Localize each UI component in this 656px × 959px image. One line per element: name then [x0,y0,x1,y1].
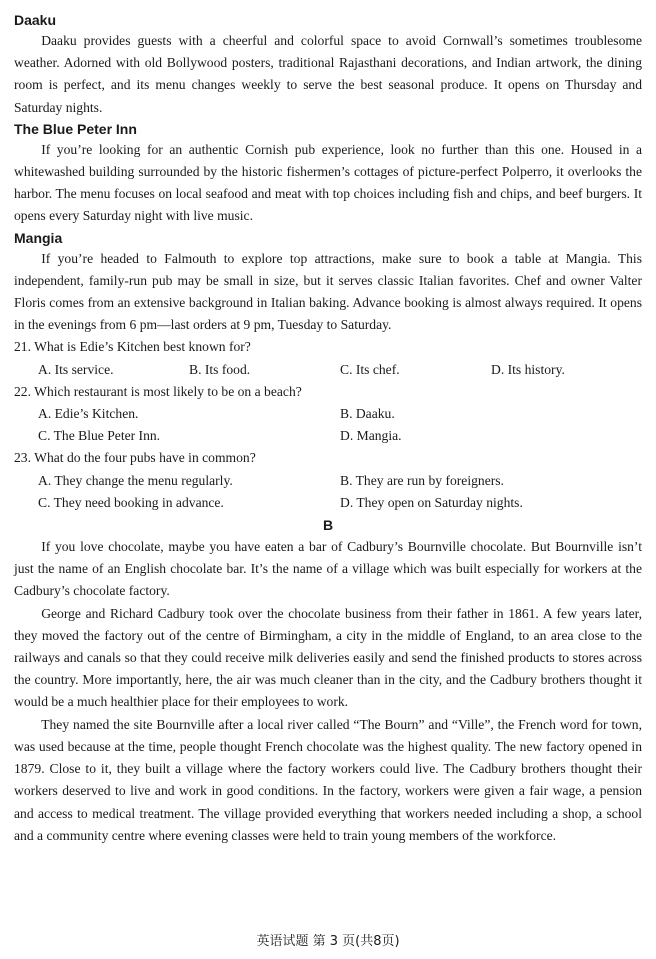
option-c: C. They need booking in advance. [38,494,224,510]
paragraph-b-3: They named the site Bournville after a local river called “The Bourn” and “Ville”, the French word for town, was used because at the time, people thought French chocolate was the highest quality. The new factory opened in 1879. Close to it, they built a village where the factory workers could live. The Cadbury brothers thought their workers deserved to live and work in good conditions. In the factory, workers were given a fair wage, a pension and access to medical treatment. The village provided everything that workers needed including a shop, a school and a community centre where evening classes were held to train young members of the workforce. [14,716,642,843]
option-c: C. The Blue Peter Inn. [38,428,161,444]
option-c: C. Its chef. [340,361,400,377]
option-a: A. They change the menu regularly. [38,472,233,488]
exam-page [14,10,642,847]
question-23: 23. What do the four pubs have in common? [14,450,256,466]
question-21-options [14,359,642,381]
question-23-options-row1 [14,470,642,492]
paragraph-mangia: If you’re headed to Falmouth to explore top attractions, make sure to book a table at Mangia. This independent, family-run pub may be small in size, but it serves classic Italian favorites. Chef and owner Valter Floris comes from an extensive background in Italian baking. Advance booking is almost always required. It opens in the evenings from 6 pm—last orders at 9 pm, Tuesday to Saturday. [14,250,642,333]
section-title-mangia: Mangia [14,229,63,246]
section-title-blue-peter: The Blue Peter Inn [14,120,137,137]
option-d: D. Mangia. [340,428,402,444]
option-d: D. Its history. [491,361,565,377]
section-b-label: B [322,517,334,534]
question-23-options-row2 [14,492,642,514]
question-22: 22. Which restaurant is most likely to be on a beach? [14,383,302,399]
section-title-daaku: Daaku [14,12,57,28]
option-b: B. Daaku. [340,406,395,422]
paragraph-b-1: If you love chocolate, maybe you have eaten a bar of Cadbury’s Bournville chocolate. But Bournville isn’t just the name of an English chocolate bar. It’s the name of a village which was built especially for workers at the Cadbury’s chocolate factory. [14,539,642,599]
paragraph-b-2: George and Richard Cadbury took over the chocolate business from their father in 1861. A few years later, they moved the factory out of the centre of Birmingham, a city in the middle of England, to an area close to the railways and canals so that they could receive milk deliveries easily and send the finished products to stores across the country. More importantly, here, the air was much cleaner than in the city, and the Cadbury brothers thought it would be a much healthier place for their employees to work. [14,605,642,710]
option-d: D. They open on Saturday nights. [340,494,523,510]
page-footer: 英语试题 第 3 页(共8页) [256,934,400,949]
option-b: B. Its food. [189,361,251,377]
question-22-options-row2 [14,425,642,447]
option-a: A. Edie’s Kitchen. [38,406,139,422]
question-22-options-row1 [14,403,642,425]
paragraph-blue-peter: If you’re looking for an authentic Cornish pub experience, look no further than this one. Housed in a whitewashed building surrounded by the historic fishermen’s cottages of picture-perfect Polperro, it overlooks the harbor. The menu focuses on local seafood and meat with top choices including fish and chips, and beef burgers. It opens every Saturday night with live music. [14,141,642,224]
paragraph-daaku: Daaku provides guests with a cheerful and colorful space to avoid Cornwall’s sometimes troublesome weather. Adorned with old Bollywood posters, traditional Rajasthani decorations, and Indian artwork, the dining room is perfect, and its menu changes weekly to serve the best seasonal produce. It opens on Thursday and Saturday nights. [14,33,642,115]
option-b: B. They are run by foreigners. [340,472,504,488]
question-21: 21. What is Edie’s Kitchen best known for? [14,339,251,355]
option-a: A. Its service. [38,361,114,377]
